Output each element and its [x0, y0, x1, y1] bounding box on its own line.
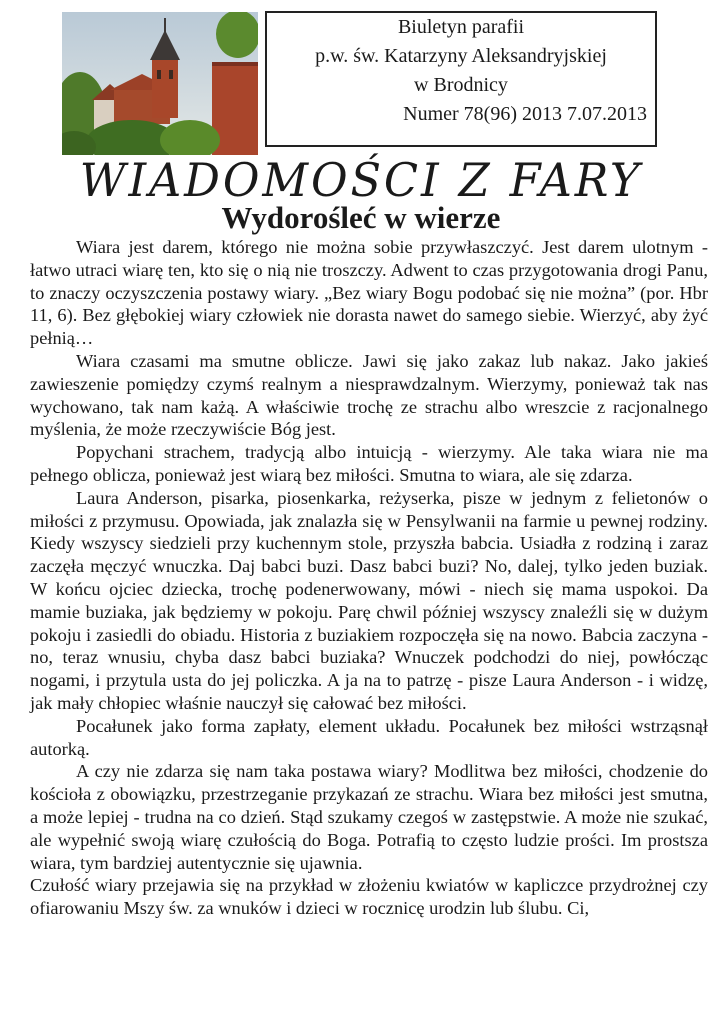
paragraph: Popychani strachem, tradycją albo intuicją - wierzymy. Ale taka wiara nie ma pełnego oblicza, ponieważ jest wiarą bez miłości. Smutna to wiara, ale się zdarza. — [30, 442, 708, 485]
bulletin-line-2: p.w. św. Katarzyny Aleksandryjskiej — [315, 45, 607, 67]
paragraph: Laura Anderson, pisarka, piosenkarka, reżyserka, pisze w jednym z felietonów o miłości z przymusu. Opowiada, jak znalazła się w Pensylwanii na farmie u pewnej rodziny. Kiedy wszyscy siedzieli przy kuchennym stole, przyszła babcia. Usiadła z rodziną i zaraz zaczęła męczyć wnuczka. Daj babci buzi. Dasz babci buzi? No, dalej, tylko jeden buziak. W końcu ojciec dziecka, trochę podenerwowany, mówi - niech się mama uspokoi. Da mamie buziaka, jak będziemy w pokoju. Parę chwil później wszyscy znaleźli się w dużym pokoju i zasiedli do obiadu. Historia z buziakiem rozpoczęła się na nowo. Babcia zaczyna - no, teraz wnusiu, chyba dasz babci buziaka? Wnuczek podchodzi do niej, powłócząc nogami, i przytula usta do jej policzka. A ja na to patrzę - pisze Laura Anderson - i widzę, jak mały chłopiec właśnie nauczył się całować bez miłości. — [30, 487, 708, 713]
article-title: Wydoroślеć w wierze — [221, 200, 501, 235]
paragraph: Wiara jest darem, którego nie można sobie przywłaszczyć. Jest darem ulotnym - łatwo utraci wiarę ten, kto się o nią nie troszczy. Adwent to czas przygotowania drogi Panu, to znaczy oczyszczenia postawy wiary. „Bez wiary Bogu podobać się nie można” (por. Hbr 11, 6). Bez głębokiej wiary człowiek nie dorasta nawet do samego siebie. Wierzyć, aby żyć pełnią… — [30, 237, 708, 349]
bulletin-line-3: w Brodnicy — [414, 74, 508, 96]
paragraph: Pocałunek jako forma zapłaty, element układu. Pocałunek bez miłości wstrząsnął autorką. — [30, 715, 708, 759]
bulletin-info-box — [265, 11, 657, 147]
paragraph: A czy nie zdarza się nam taka postawa wiary? Modlitwa bez miłości, chodzenie do kościoła z obowiązku, przestrzeganie przykazań ze strachu. Wiara bez miłości jest smutna, a może lepiej - trudna na co dzień. Stąd szukamy czegoś w zastępstwie. A może nie szukać, ale wypełnić swoją wiarę czułością do Boga. Potrafią to często ludzie prości. Im prostsza wiara, tym bardziej autentycznie się ujawnia. — [30, 761, 708, 873]
bulletin-line-1: Biuletyn parafii — [397, 16, 525, 38]
paragraph: Czułość wiary przejawia się na przykład w złożeniu kwiatów w kapliczce przydrożnej czy ofiarowaniu Mszy św. za wnuków i dzieci w rocznicę urodzin lub ślubu. Ci, — [30, 875, 708, 919]
paragraph: Wiara czasami ma smutne oblicze. Jawi się jako zakaz lub nakaz. Jako jakieś zawieszenie pomiędzy czymś realnym a niesprawdzalnym. Wierzymy, ponieważ tak nas wychowano, tak nam każą. A właściwie trochę ze strachu albo wreszcie z racjonalnego myślenia, że może rzeczywiście Bóg jest. — [30, 350, 708, 440]
masthead-title: WIADOMOŚCI Z FARY — [79, 153, 643, 207]
article-body — [30, 236, 708, 920]
issue-number: Numer 78(96) 2013 7.07.2013 — [403, 103, 647, 125]
church-photo — [62, 12, 258, 155]
